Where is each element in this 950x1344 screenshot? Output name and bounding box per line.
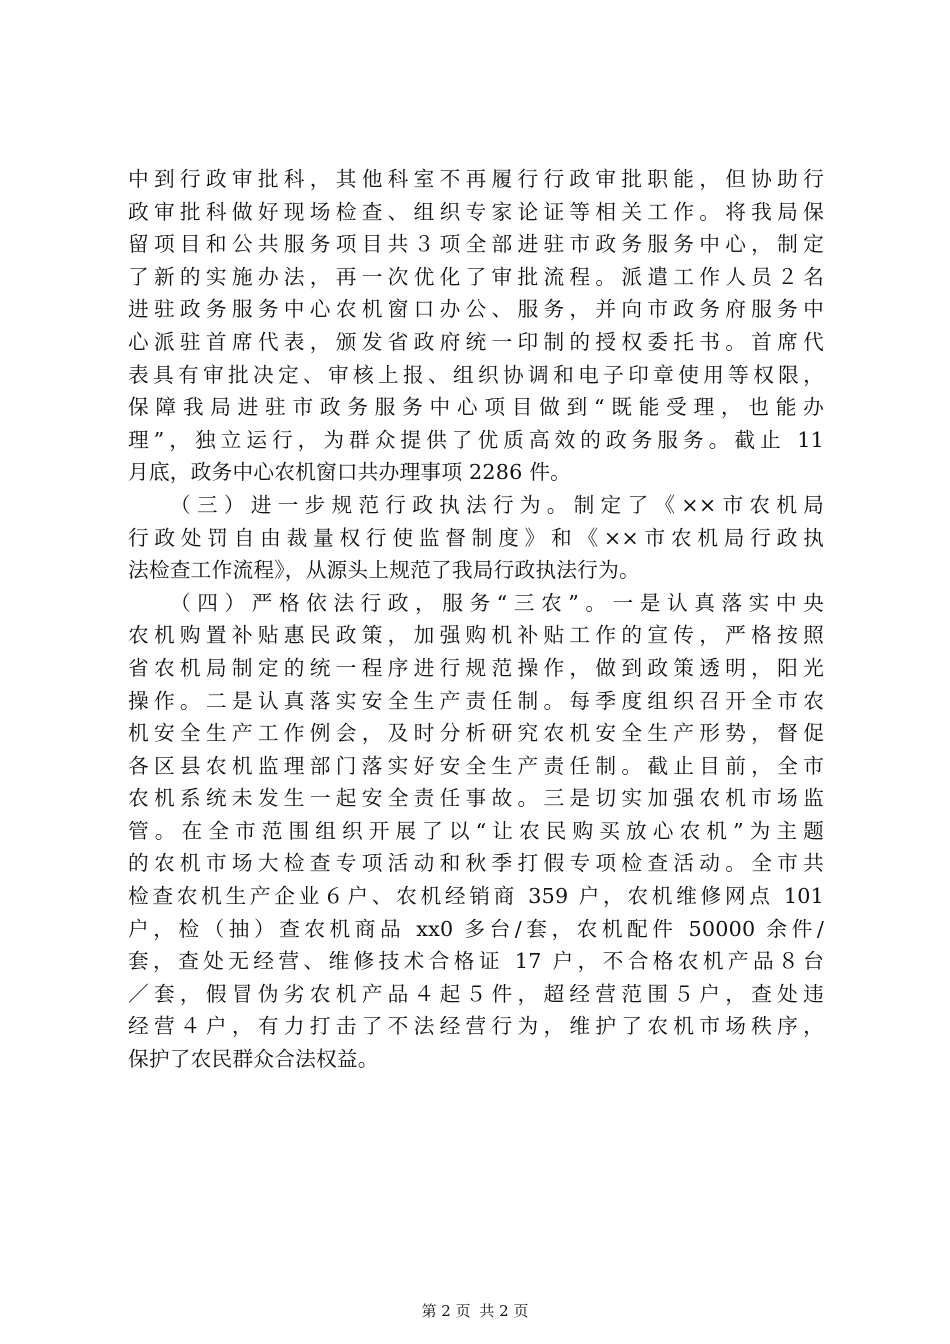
page-footer xyxy=(0,1301,950,1321)
text-line: 政审批科做好现场检查、组织专家论证等相关工作。将我局保 xyxy=(128,199,824,224)
text-line: 农机系统未发生一起安全责任事故。三是切实加强农机市场监 xyxy=(128,786,824,811)
text-line: 检查农机生产企业６户、农机经销商 359 户，农机维修网点 101 xyxy=(128,884,824,909)
text-line: 留项目和公共服务项目共３项全部进驻市政务服务中心，制定 xyxy=(128,232,824,257)
text-line: ／套，假冒伪劣农机产品４起５件，超经营范围５户，查处违 xyxy=(128,981,824,1006)
text-line: 套，查处无经营、维修技术合格证 17 户，不合格农机产品８台 xyxy=(128,949,824,974)
text-line: 省农机局制定的统一程序进行规范操作，做到政策透明，阳光 xyxy=(128,655,824,680)
text-line: 各区县农机监理部门落实好安全生产责任制。截止目前，全市 xyxy=(128,753,824,778)
text-line: 了新的实施办法，再一次优化了审批流程。派遣工作人员２名 xyxy=(128,264,824,289)
text-line: 行政处罚自由裁量权行使监督制度》和《××市农机局行政执 xyxy=(128,525,824,550)
page-number: 第 2 页 xyxy=(421,1302,471,1320)
text-line: 机安全生产工作例会，及时分析研究农机安全生产形势，督促 xyxy=(128,721,824,746)
text-line: 管。在全市范围组织开展了以“让农民购买放心农机”为主题 xyxy=(128,818,824,843)
text-line: 农机购置补贴惠民政策，加强购机补贴工作的宣传，严格按照 xyxy=(128,623,824,648)
text-line: 操作。二是认真落实安全生产责任制。每季度组织召开全市农 xyxy=(128,688,824,713)
text-line: 中到行政审批科，其他科室不再履行行政审批职能，但协助行 xyxy=(128,167,824,191)
paragraph-3-start: （三）进一步规范行政执法行为。制定了《××市农机局 xyxy=(170,492,824,517)
page-total: 共 2 页 xyxy=(479,1302,529,1320)
text-line: 月底，政务中心农机窗口共办理事项 2286 件。 xyxy=(128,460,571,485)
body-text xyxy=(128,163,824,1076)
text-line: 保障我局进驻市政务服务中心项目做到“既能受理，也能办 xyxy=(128,395,824,420)
text-line: 心派驻首席代表，颁发省政府统一印制的授权委托书。首席代 xyxy=(128,329,824,354)
text-line: 理”，独立运行，为群众提供了优质高效的政务服务。截止 11 xyxy=(128,427,824,452)
text-line: 法检查工作流程》，从源头上规范了我局行政执法行为。 xyxy=(128,558,640,583)
text-line: 进驻政务服务中心农机窗口办公、服务，并向市政务府服务中 xyxy=(128,297,824,322)
text-line: 的农机市场大检查专项活动和秋季打假专项检查活动。全市共 xyxy=(128,851,824,876)
text-line: 户，检（抽）查农机商品 xx0 多台/套，农机配件 50000 余件/ xyxy=(128,916,824,941)
text-line: 经营４户，有力打击了不法经营行为，维护了农机市场秩序， xyxy=(128,1014,824,1039)
text-line: 保护了农民群众合法权益。 xyxy=(128,1047,379,1072)
text-line: 表具有审批决定、审核上报、组织协调和电子印章使用等权限， xyxy=(128,362,824,387)
paragraph-4-start: （四）严格依法行政，服务“三农”。一是认真落实中央 xyxy=(170,590,824,615)
